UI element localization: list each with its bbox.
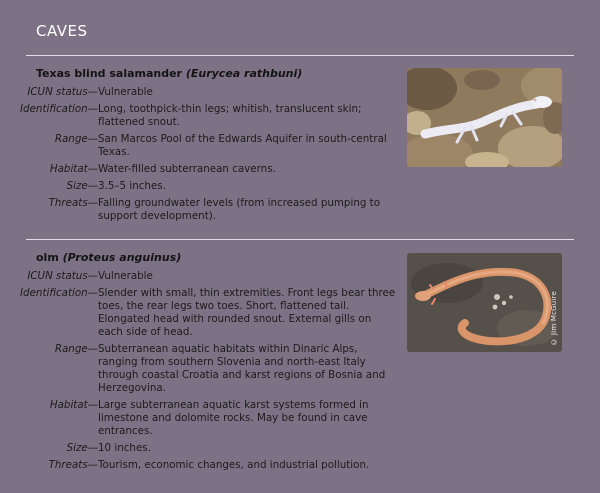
species-divider xyxy=(26,239,574,240)
field-row-habitat xyxy=(0,399,398,438)
photo-olm xyxy=(407,253,562,352)
scientific-name: (Proteus anguinus) xyxy=(62,251,182,264)
field-row-identification xyxy=(0,103,398,129)
field-value: San Marcos Pool of the Edwards Aquifer in south-central Texas. xyxy=(98,133,387,158)
field-row-range xyxy=(0,133,398,159)
section-divider xyxy=(26,55,574,56)
field-row-threats xyxy=(0,459,398,472)
field-value: 10 inches. xyxy=(98,442,151,454)
scientific-name: (Eurycea rathbuni) xyxy=(185,67,303,80)
field-label: ICUN status— xyxy=(27,270,98,282)
species-fields-texas-blind-salamander xyxy=(0,86,398,227)
field-value: Slender with small, thin extremities. Front legs bear three toes, the rear legs two toes. Short, flattened tail. Elongated head with rounded snout. External gills on each side of head. xyxy=(98,287,396,338)
common-name: Texas blind salamander xyxy=(36,67,182,80)
field-label: Identification— xyxy=(20,287,98,299)
field-row-status xyxy=(0,270,398,283)
field-label: Size— xyxy=(66,442,98,454)
field-row-status xyxy=(0,86,398,99)
field-row-habitat xyxy=(0,163,398,176)
field-value: Vulnerable xyxy=(98,270,153,282)
species-heading-texas-blind-salamander xyxy=(36,67,302,80)
photo-credit: © Jim McGuire xyxy=(550,291,558,346)
field-label: Habitat— xyxy=(49,399,98,411)
field-value: 3.5–5 inches. xyxy=(98,180,166,192)
field-value: Large subterranean aquatic karst systems formed in limestone and dolomite rocks. May be found in cave entrances. xyxy=(98,399,369,437)
field-row-threats xyxy=(0,197,398,223)
photo-texas-blind-salamander xyxy=(407,68,562,167)
field-row-identification xyxy=(0,287,398,339)
field-row-size xyxy=(0,180,398,193)
field-label: Threats— xyxy=(48,197,98,209)
field-value: Water-filled subterranean caverns. xyxy=(98,163,276,175)
field-label: Identification— xyxy=(20,103,98,115)
field-value: Subterranean aquatic habitats within Dinaric Alps, ranging from southern Slovenia and north-east Italy through coastal Croatia and karst regions of Bosnia and Herzegovina. xyxy=(98,343,386,394)
salamander-illustration xyxy=(407,68,562,167)
field-value: Vulnerable xyxy=(98,86,153,98)
olm-illustration xyxy=(407,253,562,352)
species-fields-olm xyxy=(0,270,398,476)
field-label: Habitat— xyxy=(49,163,98,175)
field-row-range xyxy=(0,343,398,395)
common-name: olm xyxy=(36,251,59,264)
field-label: Threats— xyxy=(48,459,98,471)
field-label: ICUN status— xyxy=(27,86,98,98)
species-heading-olm xyxy=(36,251,181,264)
field-value: Falling groundwater levels (from increased pumping to support development). xyxy=(98,197,380,222)
field-value: Tourism, economic changes, and industrial pollution. xyxy=(98,459,370,471)
field-value: Long, toothpick-thin legs; whitish, translucent skin; flattened snout. xyxy=(98,103,362,128)
field-label: Range— xyxy=(54,133,98,145)
section-title: CAVES xyxy=(36,22,88,40)
field-row-size xyxy=(0,442,398,455)
field-label: Range— xyxy=(54,343,98,355)
field-label: Size— xyxy=(66,180,98,192)
